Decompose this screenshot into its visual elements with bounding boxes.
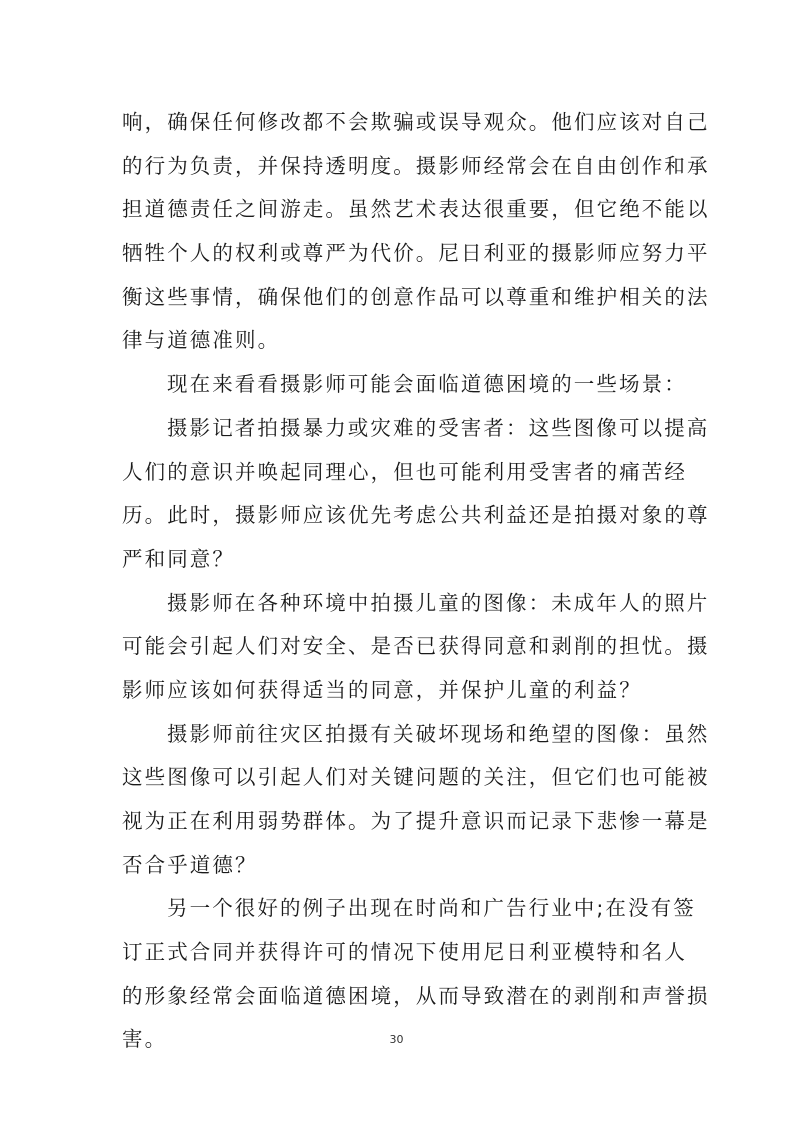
text-line: 订正式合同并获得许可的情况下使用尼日利亚模特和名人 xyxy=(122,940,687,965)
page-number: 30 xyxy=(389,1033,404,1046)
text-line: 的行为负责，并保持透明度。摄影师经常会在自由创作和承 xyxy=(122,153,710,178)
text-line: 律与道德准则。 xyxy=(122,328,281,353)
text-line: 否合乎道德？ xyxy=(122,852,258,877)
text-line: 严和同意？ xyxy=(122,546,235,571)
text-line: 牺牲个人的权利或尊严为代价。尼日利亚的摄影师应努力平 xyxy=(122,241,710,266)
text-line: 担道德责任之间游走。虽然艺术表达很重要，但它绝不能以 xyxy=(122,197,710,222)
text-line: 摄影师前往灾区拍摄有关破坏现场和绝望的图像：虽然 xyxy=(167,721,710,746)
text-line: 可能会引起人们对安全、是否已获得同意和剥削的担忧。摄 xyxy=(122,634,710,659)
text-line: 历。此时，摄影师应该优先考虑公共利益还是拍摄对象的尊 xyxy=(122,503,710,528)
text-line: 响，确保任何修改都不会欺骗或误导观众。他们应该对自己 xyxy=(122,110,710,134)
text-line: 视为正在利用弱势群体。为了提升意识而记录下悲惨一幕是 xyxy=(122,809,710,833)
body-text xyxy=(122,101,710,1062)
text-line: 的形象经常会面临道德困境，从而导致潜在的剥削和声誉损 xyxy=(122,983,710,1008)
text-line: 衡这些事情，确保他们的创意作品可以尊重和维护相关的法 xyxy=(122,284,710,309)
text-line: 摄影记者拍摄暴力或灾难的受害者：这些图像可以提高 xyxy=(167,415,710,440)
text-line: 这些图像可以引起人们对关键问题的关注，但它们也可能被 xyxy=(122,765,710,790)
text-line: 人们的意识并唤起同理心，但也可能利用受害者的痛苦经 xyxy=(122,459,687,484)
text-line: 摄影师在各种环境中拍摄儿童的图像：未成年人的照片 xyxy=(167,590,710,615)
text-line: 另一个很好的例子出现在时尚和广告行业中;在没有签 xyxy=(167,896,696,921)
text-line: 影师应该如何获得适当的同意，并保护儿童的利益？ xyxy=(122,677,642,702)
text-line: 现在来看看摄影师可能会面临道德困境的一些场景： xyxy=(167,372,687,397)
text-line: 害。 xyxy=(122,1027,168,1052)
